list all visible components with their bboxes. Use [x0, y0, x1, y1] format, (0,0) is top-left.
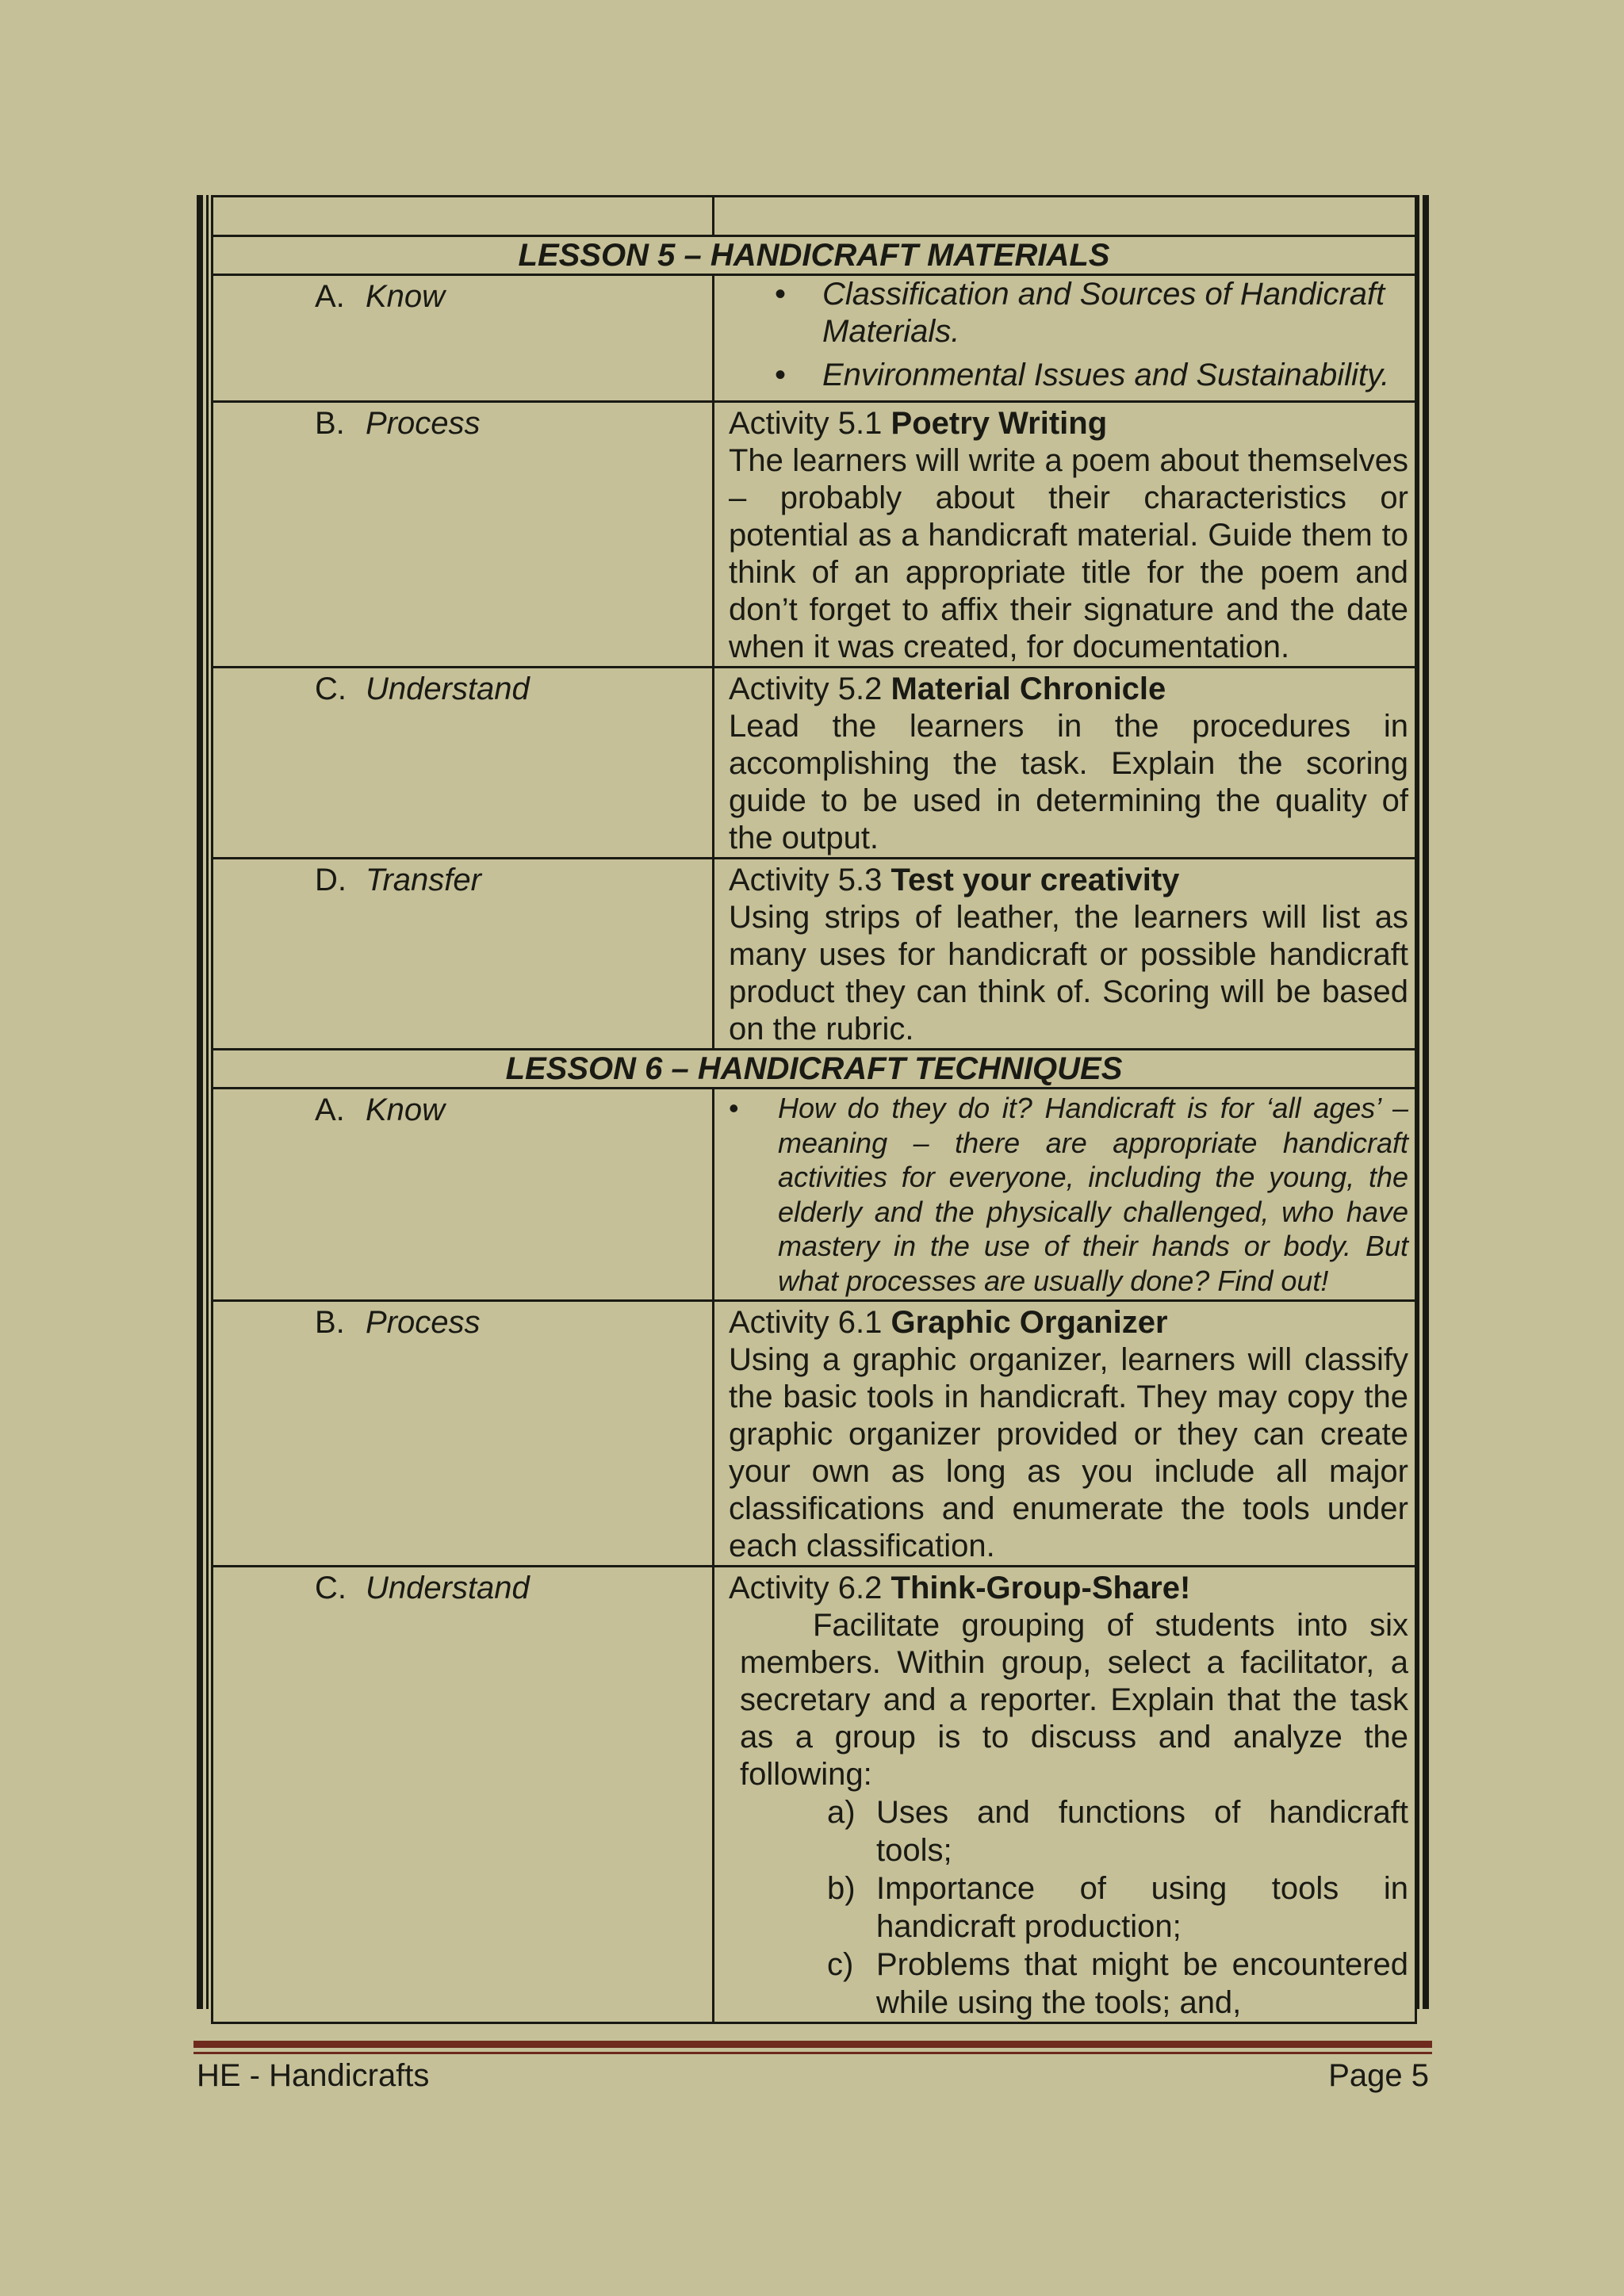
activity-name: Graphic Organizer	[891, 1305, 1168, 1340]
activity-description: Using strips of leather, the learners will list as many uses for handicraft or possible handicraft product they can think of. Scoring will be based on the rubric.	[729, 900, 1408, 1047]
lesson-5-title: LESSON 5 – HANDICRAFT MATERIALS	[213, 236, 1416, 275]
table-row	[213, 1567, 1416, 2023]
stage-cell	[213, 402, 714, 668]
table-row	[213, 1089, 1416, 1301]
stage-letter: C.	[315, 1571, 347, 1605]
frame-inner-border-left	[206, 195, 209, 2009]
stage-label: Process	[366, 1305, 481, 1340]
activity-title	[729, 404, 1408, 442]
content-cell	[714, 668, 1416, 859]
content-cell	[714, 1089, 1416, 1301]
stage-cell	[213, 1089, 714, 1301]
activity-number: Activity 6.1	[729, 1305, 883, 1340]
lesson-6-title: LESSON 6 – HANDICRAFT TECHNIQUES	[213, 1050, 1416, 1089]
lesson-plan-table	[211, 195, 1417, 2024]
activity-description: Using a graphic organizer, learners will classify the basic tools in handicraft. They may copy the graphic organizer provided or they can create your own as long as you include all major classifications and enumerate the tools under each classification.	[729, 1342, 1408, 1563]
table-row-empty	[213, 197, 1416, 236]
activity-number: Activity 5.2	[729, 672, 883, 706]
table-row	[213, 1301, 1416, 1567]
list-item-text: Uses and functions of handicraft tools;	[876, 1795, 1408, 1868]
list-item	[827, 1869, 1408, 1946]
stage-cell	[213, 1301, 714, 1567]
stage-label: Know	[366, 1093, 446, 1127]
activity-name: Think-Group-Share!	[891, 1571, 1191, 1605]
stage-letter: B.	[315, 406, 345, 441]
activity-title	[729, 1303, 1408, 1341]
stage-cell	[213, 668, 714, 859]
content-cell	[714, 275, 1416, 402]
stage-letter: A.	[315, 1093, 345, 1127]
stage-label: Understand	[366, 1571, 530, 1605]
list-item	[827, 1793, 1408, 1869]
stage-label: Know	[366, 279, 446, 314]
table-row	[213, 668, 1416, 859]
list-marker: b)	[827, 1871, 856, 1906]
discussion-list	[729, 1793, 1408, 2022]
content-cell	[714, 859, 1416, 1050]
content-cell	[714, 402, 1416, 668]
know-bullet-list	[729, 1091, 1408, 1298]
table-row	[213, 275, 1416, 402]
stage-label: Process	[366, 406, 481, 441]
content-cell	[714, 1301, 1416, 1567]
stage-letter: D.	[315, 863, 347, 897]
list-item: • Classification and Sources of Handicraft Materials.	[714, 276, 1415, 350]
list-marker: a)	[827, 1795, 856, 1830]
footer-page-number: Page 5	[1328, 2058, 1429, 2093]
activity-description: The learners will write a poem about themselves – probably about their characteristics or potential as a handicraft material. Guide them to think of an appropriate title for the poem and don’t forget to affix their signature and the date when it was created, for documentation.	[729, 443, 1408, 664]
activity-description	[729, 1607, 1408, 1793]
activity-number: Activity 5.3	[729, 863, 883, 897]
list-item-text: Importance of using tools in handicraft production;	[876, 1871, 1408, 1944]
activity-name: Poetry Writing	[891, 406, 1108, 441]
footer-subject: HE - Handicrafts	[197, 2058, 430, 2093]
stage-label: Understand	[366, 672, 530, 706]
content-cell	[714, 1567, 1416, 2023]
list-item-text: Problems that might be encountered while using the tools; and,	[876, 1947, 1408, 2020]
stage-cell	[213, 859, 714, 1050]
activity-number: Activity 5.1	[729, 406, 883, 441]
lesson-6-header-row	[213, 1050, 1416, 1089]
stage-letter: C.	[315, 672, 347, 706]
activity-description: Lead the learners in the procedures in accomplishing the task. Explain the scoring guide to be used in determining the quality of the output.	[729, 709, 1408, 855]
stage-cell	[213, 1567, 714, 2023]
frame-inner-border-right	[1417, 195, 1419, 2009]
activity-name: Test your creativity	[891, 863, 1180, 897]
lesson-plan-frame	[197, 195, 1429, 2020]
stage-letter: B.	[315, 1305, 345, 1340]
table-row	[213, 402, 1416, 668]
activity-title	[729, 1569, 1408, 1607]
activity-name: Material Chronicle	[891, 672, 1166, 706]
know-bullet-list	[714, 276, 1415, 394]
list-item: • Environmental Issues and Sustainability.	[714, 357, 1415, 394]
list-item	[827, 1946, 1408, 2022]
stage-letter: A.	[315, 279, 345, 314]
activity-description-text: Facilitate grouping of students into six members. Within group, select a facilitator, a secretary and a reporter. Explain that the task as a group is to discuss and analyze the following:	[740, 1608, 1408, 1792]
footer-divider-thin	[193, 2052, 1432, 2054]
activity-title	[729, 861, 1408, 899]
stage-label: Transfer	[366, 863, 481, 897]
stage-cell	[213, 275, 714, 402]
list-item: • How do they do it? Handicraft is for ‘all ages’ – meaning – there are appropriate handicraft activities for everyone, including the young, the elderly and the physically challenged, who have mastery in the use of their hands or body. But what processes are usually done? Find out!	[729, 1091, 1408, 1298]
lesson-5-header-row	[213, 236, 1416, 275]
table-row	[213, 859, 1416, 1050]
footer-divider-thick	[193, 2041, 1432, 2048]
activity-number: Activity 6.2	[729, 1571, 883, 1605]
list-marker: c)	[827, 1947, 854, 1982]
activity-title	[729, 670, 1408, 708]
